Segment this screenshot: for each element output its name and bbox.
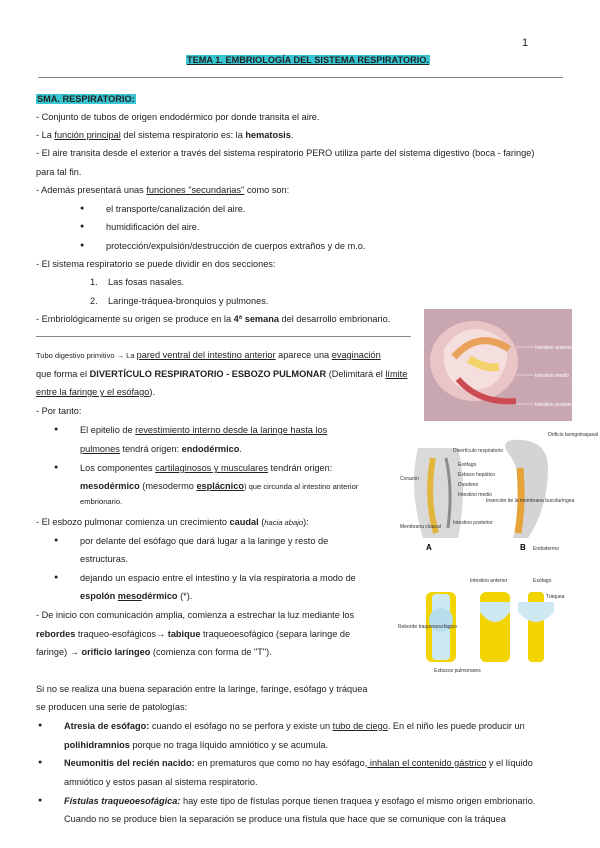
paragraph-11a: Si no se realiza una buena separación entre la laringe, faringe, esófago y tráquea [36, 684, 368, 694]
p7-c: aparece una [275, 350, 332, 360]
fig2-label: Divertículo respiratorio [453, 448, 504, 454]
paragraph-10b [36, 628, 350, 640]
fig2-label: Orificio laringotraqueal [548, 432, 599, 438]
path1a-b: cuando el esófago no se perfora y existe un [149, 721, 333, 731]
p10b-a: rebordes [36, 629, 76, 639]
list-item-cont [80, 480, 358, 493]
p9-c: ( [258, 517, 265, 527]
p10b-c: tabique [167, 629, 201, 639]
fig2-label: Corazón [400, 476, 419, 482]
p10c-a: faringe) → [36, 647, 82, 657]
b32b-a: espolón [80, 591, 118, 601]
p7b-d: límite [385, 369, 408, 379]
diverticulum-svg [398, 428, 599, 558]
paragraph-7 [36, 349, 381, 362]
fig2-label: Membrana cloacal [400, 524, 441, 530]
embryo-gut-svg [424, 309, 575, 421]
list-item [64, 795, 535, 807]
p6-c: del desarrollo embrionario. [278, 314, 391, 324]
path2a-b: en prematuros que como no hay esófago, [194, 758, 368, 768]
b22a-a: Los componentes [80, 463, 156, 473]
p10b-b: traqueo-esofágicos→ [75, 629, 168, 639]
paragraph-10c [36, 646, 272, 658]
list-item: ● por delante del esófago que dará lugar a la laringe y resto de [80, 535, 328, 547]
paragraph-2 [36, 129, 293, 141]
p4-b: funciones "secundarias" [146, 185, 245, 195]
p6-a: - Embriológicamente su origen se produce en la [36, 314, 234, 324]
p9-b: caudal [229, 517, 259, 527]
fig2-panel-a: A [426, 543, 432, 552]
b22b-a: mesodérmico [80, 481, 140, 491]
list-item [80, 424, 327, 436]
p9-d: hacia abajo [264, 518, 304, 527]
p2-e: . [290, 130, 294, 140]
p7-b: pared ventral del intestino anterior [136, 350, 276, 360]
septum-svg [398, 572, 573, 676]
list-item-cont [80, 443, 242, 455]
list-item [64, 757, 533, 769]
fig2-label: Duodeno [458, 482, 479, 488]
path3a-a: Fístulas traqueoesofágica: [64, 796, 181, 806]
path1b-b: porque no traga líquido amniótico y se acumula. [129, 740, 329, 750]
fig2-label: Esófago [458, 462, 477, 468]
path1a-d: . En el niño les puede producir un [387, 721, 525, 731]
list-item: ● el transporte/canalización del aire. [106, 203, 245, 215]
diverticulum-figure [398, 428, 599, 558]
list-item-cont [80, 590, 192, 602]
p10c-c: (comienza con forma de "T"). [150, 647, 272, 657]
fig1-label: Intestino posterior [535, 402, 575, 408]
path3a-b: hay este tipo de fístulas porque tienen traquea y esofago el mismo origen embrionario. [180, 796, 536, 806]
b32b-c: dérmico [141, 591, 178, 601]
page-number: 1 [522, 37, 529, 49]
septum-figure [398, 572, 573, 676]
paragraph-8: - Por tanto: [36, 406, 82, 416]
b22b-b: (mesodermo [139, 481, 197, 491]
section-heading [36, 93, 136, 105]
list-item-cont: estructuras. [80, 554, 128, 564]
p2-a: - La [36, 130, 55, 140]
numbered-item [90, 276, 185, 288]
path2a-d: y el líquido [486, 758, 533, 768]
fig2-panel-b: B [520, 543, 526, 552]
b21b-a: pulmones [80, 444, 120, 454]
numbered-item [90, 295, 269, 307]
title-text: TEMA 1. EMBRIOLOGÍA DEL SISTEMA RESPIRATORIO. [187, 55, 429, 65]
paragraph-5: - El sistema respiratorio se puede dividir en dos secciones: [36, 259, 276, 269]
fig3-label: Esbozos pulmonares [434, 668, 481, 674]
fig3-label: Tráquea [546, 594, 565, 600]
p10b-d: traqueoesofágico (separa laringe de [200, 629, 351, 639]
b21b-c: endodérmico [181, 444, 240, 454]
list-item: ● humidificación del aire. [106, 221, 199, 233]
fig3-label: Esófago [533, 578, 552, 584]
p2-d: hematosis [245, 130, 291, 140]
list-item-cont: embrionario. [80, 497, 123, 506]
p7c-a: entre la faringe y el esófago [36, 387, 150, 397]
paragraph-9 [36, 516, 309, 529]
paragraph-11b: se producen una serie de patologías: [36, 702, 188, 712]
p4-a: - Además presentará unas [36, 185, 147, 195]
paragraph-3b: para tal fin. [36, 167, 82, 177]
p7c-b: ). [149, 387, 156, 397]
page-title [186, 54, 430, 66]
b21a-b: revestimiento interno desde la laringe hasta los [135, 425, 328, 435]
list-item: ● protección/expulsión/destrucción de cuerpos extraños y de m.o. [106, 240, 365, 252]
list-item: ● dejando un espacio entre el intestino y la vía respiratoria a modo de [80, 572, 356, 584]
fig2-label: Intestino posterior [453, 520, 493, 526]
p7b-a: que forma el [36, 369, 90, 379]
b22a-c: tendrán origen: [267, 463, 333, 473]
section-divider [36, 336, 411, 337]
b22a-b: cartilaginosos y musculares [155, 463, 268, 473]
p9-e: ): [303, 517, 309, 527]
list-item-cont: amniótico y estos pasan al sistema respiratorio. [64, 777, 258, 787]
list-item [64, 720, 525, 732]
path1a-a: Atresia de esófago: [64, 721, 150, 731]
paragraph-3a: - El aire transita desde el exterior a través del sistema respiratorio PERO utiliza parte del sistema digestivo (boca - faringe) [36, 148, 535, 158]
fig2-label: Inserción de la membrana bucofaríngea [486, 498, 575, 504]
fig1-label: Intestino medio [535, 373, 569, 379]
list-item-cont: Cuando no se produce bien la separación se produce una fístula que hace que se comunique con la tráquea [64, 814, 506, 824]
fig3-label: Intestino anterior [470, 578, 508, 584]
paragraph-1: - Conjunto de tubos de origen endodérmico por donde transita el aire. [36, 112, 320, 122]
b21b-d: . [239, 444, 242, 454]
list-item [80, 462, 332, 474]
title-divider [38, 77, 563, 78]
p4-c: como son: [244, 185, 290, 195]
path2a-a: Neumonitis del recién nacido: [64, 758, 195, 768]
list-item-cont [64, 739, 328, 751]
numbered-marker: 2. [90, 296, 98, 306]
p7-a: Tubo digestivo primitivo → La [36, 351, 137, 360]
b22b-c: esplácnico [196, 481, 244, 491]
b21b-b: tendrá origen: [119, 444, 182, 454]
p2-b: función principal [54, 130, 121, 140]
fig2-label: Intestino medio [458, 492, 492, 498]
b21a-a: El epitelio de [80, 425, 136, 435]
numbered-text: Laringe-tráquea-bronquios y pulmones. [108, 296, 269, 306]
fig3-label: Reborde traqueoesofágico [398, 624, 457, 630]
fig2-label: Endodermo [533, 546, 559, 552]
paragraph-7c [36, 386, 155, 398]
path2a-c: inhalan el contenido gástrico [367, 758, 487, 768]
paragraph-6 [36, 313, 390, 325]
p9-a: - El esbozo pulmonar comienza un crecimiento [36, 517, 230, 527]
path1b-a: polihidramnios [64, 740, 130, 750]
fig1-label: Intestino anterior [535, 345, 573, 351]
p7-d: evaginación [331, 350, 381, 360]
b32b-d: (*). [177, 591, 193, 601]
b22b-d: ) que circunda al intestino anterior [243, 482, 359, 491]
numbered-text: Las fosas nasales. [108, 277, 185, 287]
paragraph-10a: - De inicio con comunicación amplia, comienza a estrechar la luz mediante los [36, 610, 355, 620]
paragraph-4 [36, 184, 289, 196]
path1a-c: tubo de ciego [332, 721, 388, 731]
section-heading-text: SMA. RESPIRATORIO: [37, 94, 135, 104]
p10c-b: orificio laríngeo [81, 647, 151, 657]
paragraph-7b [36, 368, 407, 380]
p2-c: del sistema respiratorio es: la [120, 130, 246, 140]
b32b-b: meso [117, 591, 142, 601]
p6-b: 4ª semana [233, 314, 279, 324]
p7b-c: (Delimitará el [326, 369, 386, 379]
embryo-gut-figure [424, 309, 575, 421]
numbered-marker: 1. [90, 277, 98, 287]
p7b-b: DIVERTÍCULO RESPIRATORIO - ESBOZO PULMONAR [89, 369, 327, 379]
fig2-label: Esbozo hepático [458, 472, 495, 478]
